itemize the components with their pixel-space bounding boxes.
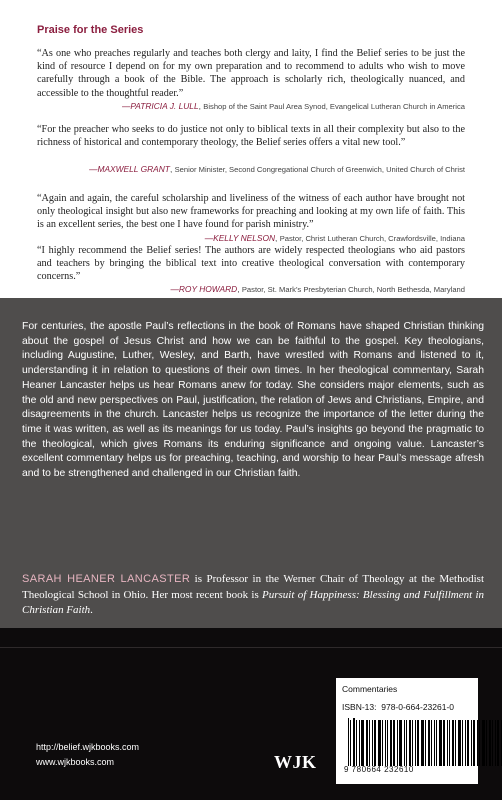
footer-section [0,628,502,800]
barcode-bar [359,720,360,766]
barcode-bar [353,718,355,766]
barcode-bar [465,720,466,766]
barcode-bar [436,720,437,766]
author-recent-book: Pursuit of Happiness: Blessing and Fulfillment in Christian Faith [22,588,484,616]
barcode-isbn [342,702,454,712]
barcode-bar [462,720,463,766]
barcode-bar [497,720,499,766]
barcode-bar [387,720,388,766]
barcode-bar [366,720,368,766]
barcode-bar [434,720,435,766]
book-description: For centuries, the apostle Paul’s reflections in the book of Romans have shaped Christian thinking about the gospel of Jesus Christ and how we can be faithful to the gospel. Key theologians, including Augustine, Luther, Wesley, and Barth, have wrestled with Romans and listened to it, understanding it in relation to questions of their own times. In her theological commentary, Sarah Heaner Lancaster helps us hear Romans anew for today. She considers major elements, such as the old and new perspectives on Paul, justification, the relation of Jews and Christians, Empire, and disagreements in the church. Lancaster helps us recognize the importance of the letter during the time it was written, as well as its meanings for us today. Paul’s insights go beyond the pragmatic to the theological, which gives Romans its enduring significance and ongoing value. Lancaster’s excellent commentary helps us for preaching, teaching, and worship to hear Paul’s message afresh and to be strengthened and challenged in our Christian faith. [22,321,484,480]
barcode-bar [348,718,349,766]
praise-attribution [45,164,465,175]
barcode-bar [415,720,416,766]
author-name: SARAH HEANER LANCASTER [22,573,191,585]
praise-attribution [45,233,465,244]
isbn-label: ISBN-13: [342,702,377,712]
barcode-bar [439,720,442,766]
barcode-bar [374,720,376,766]
praise-quote: “Again and again, the careful scholarship and liveliness of the witness of each author have brought not only theological insight but also new frameworks for preaching and looking at my own life of faith. This is an excellent series, the best one I have found for parish ministry.” [37,193,465,231]
author-bio-end: . [90,604,93,616]
barcode-category: Commentaries [342,684,398,694]
barcode-icon [348,718,502,766]
barcode-digits: 9 780664 232610 [344,765,414,774]
barcode-bar [409,720,411,766]
barcode-bar [425,720,426,766]
barcode-bar [428,720,430,766]
barcode-bar [447,720,448,766]
praise-quote: “As one who preaches regularly and teaches both clergy and laity, I find the Belief series to be just the kind of resource I depend on for my own preparation and to recommend to adults who wish to move carefully through a book of the Bible. The approach is scholarly rich, theologically nuanced, and accessible to the thoughtful reader.” [37,48,465,99]
praise-section [0,0,502,298]
praise-attribution [45,101,465,112]
barcode-bar [482,720,485,766]
praise-heading: Praise for the Series [37,24,144,36]
barcode-bar [372,720,373,766]
barcode-bar [385,720,386,766]
endorser-name: — KELLY NELSON , [205,233,280,243]
praise-attribution [45,284,465,295]
footer-divider [0,647,502,648]
series-url-link[interactable]: http://belief.wjkbooks.com [36,742,140,752]
publisher-url-link[interactable]: www.wjkbooks.com [36,757,115,767]
barcode-bar [495,720,496,766]
barcode-bar [417,720,419,766]
barcode-bar [479,720,480,766]
isbn-number: 978-0-664-23261-0 [381,702,455,712]
barcode-bar [449,720,450,766]
barcode-bar [361,720,364,766]
endorser-title: Senior Minister, Second Congregational Church of Greenwich, United Church of Christ [174,165,465,174]
barcode-bar [369,720,370,766]
praise-quote: “I highly recommend the Belief series! The authors are widely respected theologians who aid pastors and teachers by bringing the biblical text into creative theological conversation with contemporary concerns.” [37,245,465,283]
author-bio-text: is Professor in the Werner Chair of Theology at the Methodist Theological School in Ohio. Her most recent book is [22,573,484,601]
barcode-bar [473,720,475,766]
barcode-bar [382,720,383,766]
barcode-bar [378,720,381,766]
barcode-bar [404,720,405,766]
endorser-title: Pastor, St. Mark’s Presbyterian Church, North Bethesda, Maryland [241,285,465,294]
barcode-bar [489,720,491,766]
barcode-bar [431,720,432,766]
barcode-bar [421,720,424,766]
barcode-bar [452,720,454,766]
barcode-bar [397,720,398,766]
barcode-bar [467,720,469,766]
author-bio [22,572,484,619]
barcode-bar [471,720,472,766]
barcode-bar [350,720,351,766]
barcode-bar [412,720,413,766]
barcode-bar [486,720,487,766]
barcode-bar [458,720,461,766]
endorser-name: — ROY HOWARD , [171,284,242,294]
barcode-bar [399,720,402,766]
barcode-bar [406,720,407,766]
barcode-bar [356,720,357,766]
barcode-box [336,678,478,784]
endorser-title: Bishop of the Saint Paul Area Synod, Evangelical Lutheran Church in America [203,102,465,111]
publisher-logo: WJK [274,752,317,772]
barcode-bar [477,720,478,766]
barcode-bar [393,720,395,766]
praise-quote: “For the preacher who seeks to do justice not only to biblical texts in all their complexity but also to the richness of historical and contemporary theology, the Belief series offers a vital new tool.” [37,124,465,149]
barcode-bar [455,720,456,766]
endorser-name: — PATRICIA J. LULL , [122,101,203,111]
barcode-bar [390,720,392,766]
barcode-bar [443,720,445,766]
barcode-bar [492,720,493,766]
description-section [0,298,502,628]
endorser-title: Pastor, Christ Lutheran Church, Crawfordsville, Indiana [279,234,465,243]
endorser-name: — MAXWELL GRANT , [89,164,174,174]
